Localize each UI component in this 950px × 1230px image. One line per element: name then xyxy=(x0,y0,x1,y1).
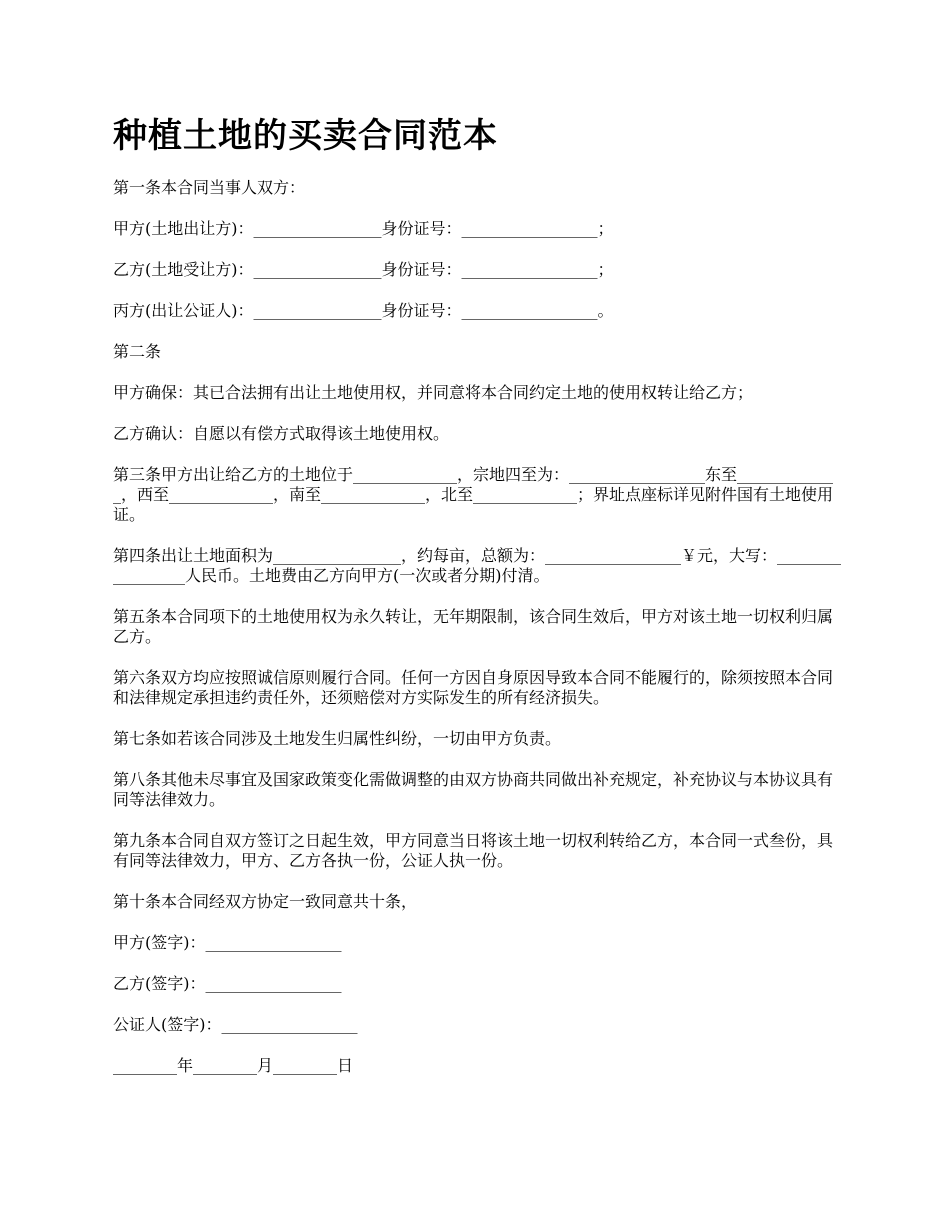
clause-1-parties: 第一条本合同当事人双方： xyxy=(113,178,306,197)
signature-party-b: 乙方(签字)：_________________ xyxy=(113,974,342,993)
party-c-line: 丙方(出让公证人)：________________身份证号：_________________。 xyxy=(113,301,614,320)
document-page xyxy=(113,112,848,1097)
clause-7-disputes: 第七条如若该合同涉及土地发生归属性纠纷，一切由甲方负责。 xyxy=(113,729,562,748)
clause-2-party-b-confirm: 乙方确认：自愿以有偿方式取得该土地使用权。 xyxy=(113,424,450,443)
clause-6-good-faith: 第六条双方均应按照诚信原则履行合同。任何一方因自身原因导致本合同不能履行的，除须按照本合同和法律规定承担违约责任外，还须赔偿对方实际发生的所有经济损失。 xyxy=(113,668,834,707)
clause-2-heading: 第二条 xyxy=(113,342,162,361)
clause-4-area-price: 第四条出让土地面积为________________，约每亩，总额为：_________________￥元，大写：_________________人民币。土地费由乙方向甲方(一次或者分期)付清。 xyxy=(113,546,842,585)
party-b-line: 乙方(土地受让方)：________________身份证号：_________________； xyxy=(113,260,614,279)
clause-2-party-a-guarantee: 甲方确保：其已合法拥有出让土地使用权，并同意将本合同约定土地的使用权转让给乙方； xyxy=(113,383,754,402)
party-a-line: 甲方(土地出让方)：________________身份证号：_________________； xyxy=(113,219,614,238)
clause-9-effective: 第九条本合同自双方签订之日起生效，甲方同意当日将该土地一切权利转给乙方，本合同一式叁份，具有同等法律效力，甲方、乙方各执一份，公证人执一份。 xyxy=(113,831,834,870)
date-line: ________年________月________日 xyxy=(113,1056,354,1075)
document-title: 种植土地的买卖合同范本 xyxy=(113,116,498,156)
signature-notary: 公证人(签字)：_________________ xyxy=(113,1015,358,1034)
signature-party-a: 甲方(签字)：_________________ xyxy=(113,933,342,952)
clause-5-permanent-transfer: 第五条本合同项下的土地使用权为永久转让，无年期限制，该合同生效后，甲方对该土地一切权利归属乙方。 xyxy=(113,607,834,646)
clause-8-supplementary: 第八条其他未尽事宜及国家政策变化需做调整的由双方协商共同做出补充规定，补充协议与本协议具有同等法律效力。 xyxy=(113,770,834,809)
clause-3-location: 第三条甲方出让给乙方的土地位于_____________，宗地四至为：_________________东至_____________，西至_____________，南至_____________，北至_____________；界址点座标详见附件国有土地使用证。 xyxy=(113,465,834,524)
clause-10-total: 第十条本合同经双方协定一致同意共十条， xyxy=(113,892,418,911)
